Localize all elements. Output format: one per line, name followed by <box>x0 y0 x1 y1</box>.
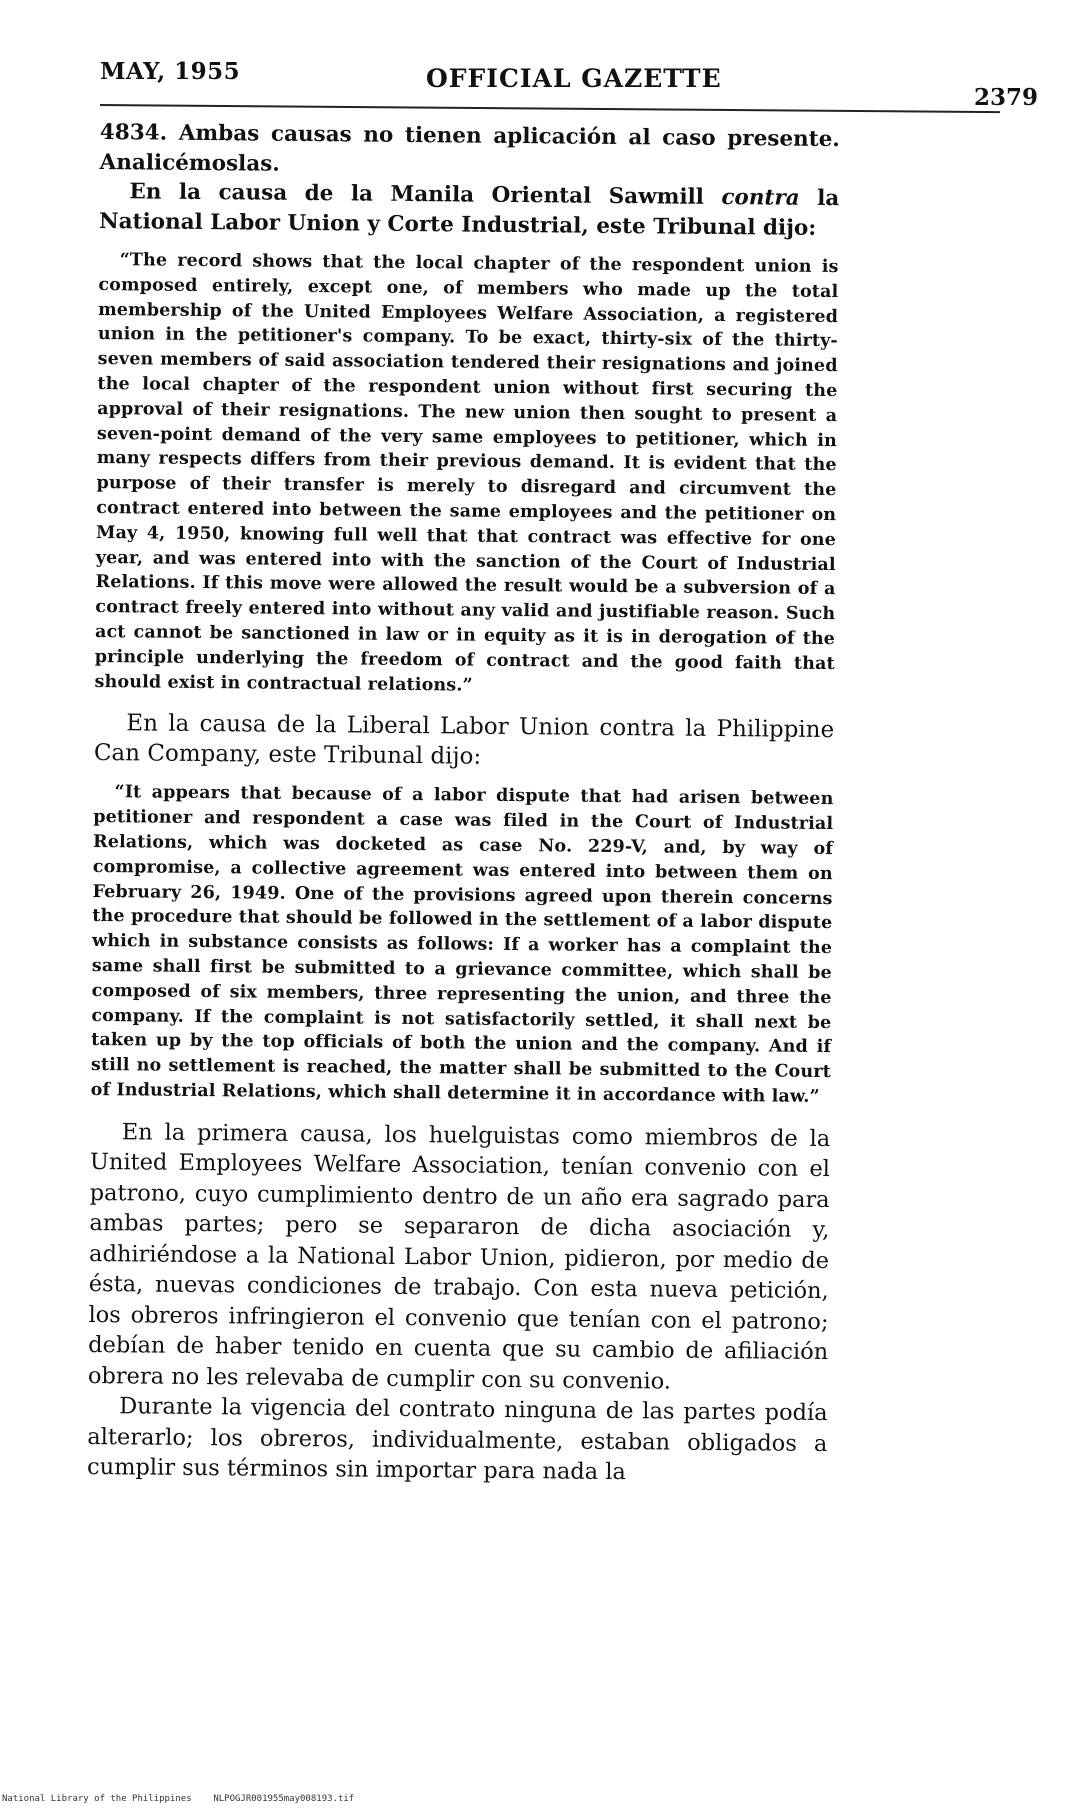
paragraph-analysis: En la primera causa, los huelguistas como miembros de la United Employees Welfare Association, tenían convenio con el patrono, cuyo cumplimiento dentro de un año era sagrado para ambas partes; pero se separaron de dicha asociación y, adhiriéndose a la National Labor Union, pidieron, por medio de ésta, nuevas condiciones de trabajo. Con esta nueva petición, los obreros infringieron el convenio que tenían con el patrono; debían de haber tenido en cuenta que su cambio de afiliación obrera no les relevaba de cumplir con su convenio. <box>87 1118 831 1395</box>
case-one-text-a: En la causa de la Manila Oriental Sawmill <box>129 179 722 210</box>
paragraph-case-one-intro <box>99 177 840 243</box>
case-one-contra: contra <box>721 184 800 211</box>
quote-manila-oriental-sawmill: “The record shows that the local chapter of the respondent union is composed entirely, except one, of members who made up the total membership of the United Employees Welfare Association, a registered union in the petitioner's company. To be exact, thirty-six of the thirty-seven members of said association tendered their resignations and joined the local chapter of the respondent union without first securing the approval of their resignations. The new union then sought to present a seven-point demand of the very same employees to petitioner, which in many respects differs from their previous demand. It is evident that the purpose of their transfer is merely to disregard and circumvent the contract entered into between the same employees and the petitioner on May 4, 1950, knowing full well that that contract was effective for one year, and was entered into with the sanction of the Court of Industrial Relations. If this move were allowed the result would be a subversion of a contract freely entered into without any valid and justifiable reason. Such act cannot be sanctioned in law or in equity as it is in derogation of the principle underlying the freedom of contract and the good faith that should exist in contractual relations.” <box>94 250 839 696</box>
paragraph-contract-validity: Durante la vigencia del contrato ninguna de las partes podía alterarlo; los obreros, individualmente, estaban obligados a cumplir sus términos sin importar para nada la <box>86 1393 828 1486</box>
scan-footer: National Library of the Philippines NLPOGJR001955may008193.tif <box>2 1794 355 1804</box>
paragraph-case-two-intro: En la causa de la Liberal Labor Union contra la Philippine Can Company, este Tribunal dijo: <box>93 710 835 771</box>
page-header <box>100 52 1040 111</box>
page-number: 2379 <box>973 84 1038 111</box>
article-body <box>87 118 840 1490</box>
case-one-text-b: la National Labor Union y Corte Industrial, este Tribunal dijo: <box>98 185 840 241</box>
publication-title: OFFICIAL GAZETTE <box>426 64 722 93</box>
paragraph-intro: 4834. Ambas causas no tienen aplicación al caso presente. Analicémoslas. <box>99 119 840 177</box>
header-rule <box>100 104 1000 113</box>
issue-date: MAY, 1955 <box>100 58 241 85</box>
quote-liberal-labor-union: “It appears that because of a labor dispute that had arisen between petitioner and respondent a case was filed in the Court of Industrial Relations, which was docketed as case No. 229-V, and, by way of compromise, a collective agreement was entered into between them on February 26, 1949. One of the provisions agreed upon therein concerns the procedure that should be followed in the settlement of a labor dispute which in substance consists as follows: If a worker has a complaint the same shall first be submitted to a grievance committee, which shall be composed of six members, three representing the union, and three the company. If the complaint is not satisfactorily settled, it shall next be taken up by the top officials of both the union and the company. And if still no settlement is reached, the matter shall be submitted to the Court of Industrial Relations, which shall determine it in accordance with law.” <box>90 782 834 1107</box>
